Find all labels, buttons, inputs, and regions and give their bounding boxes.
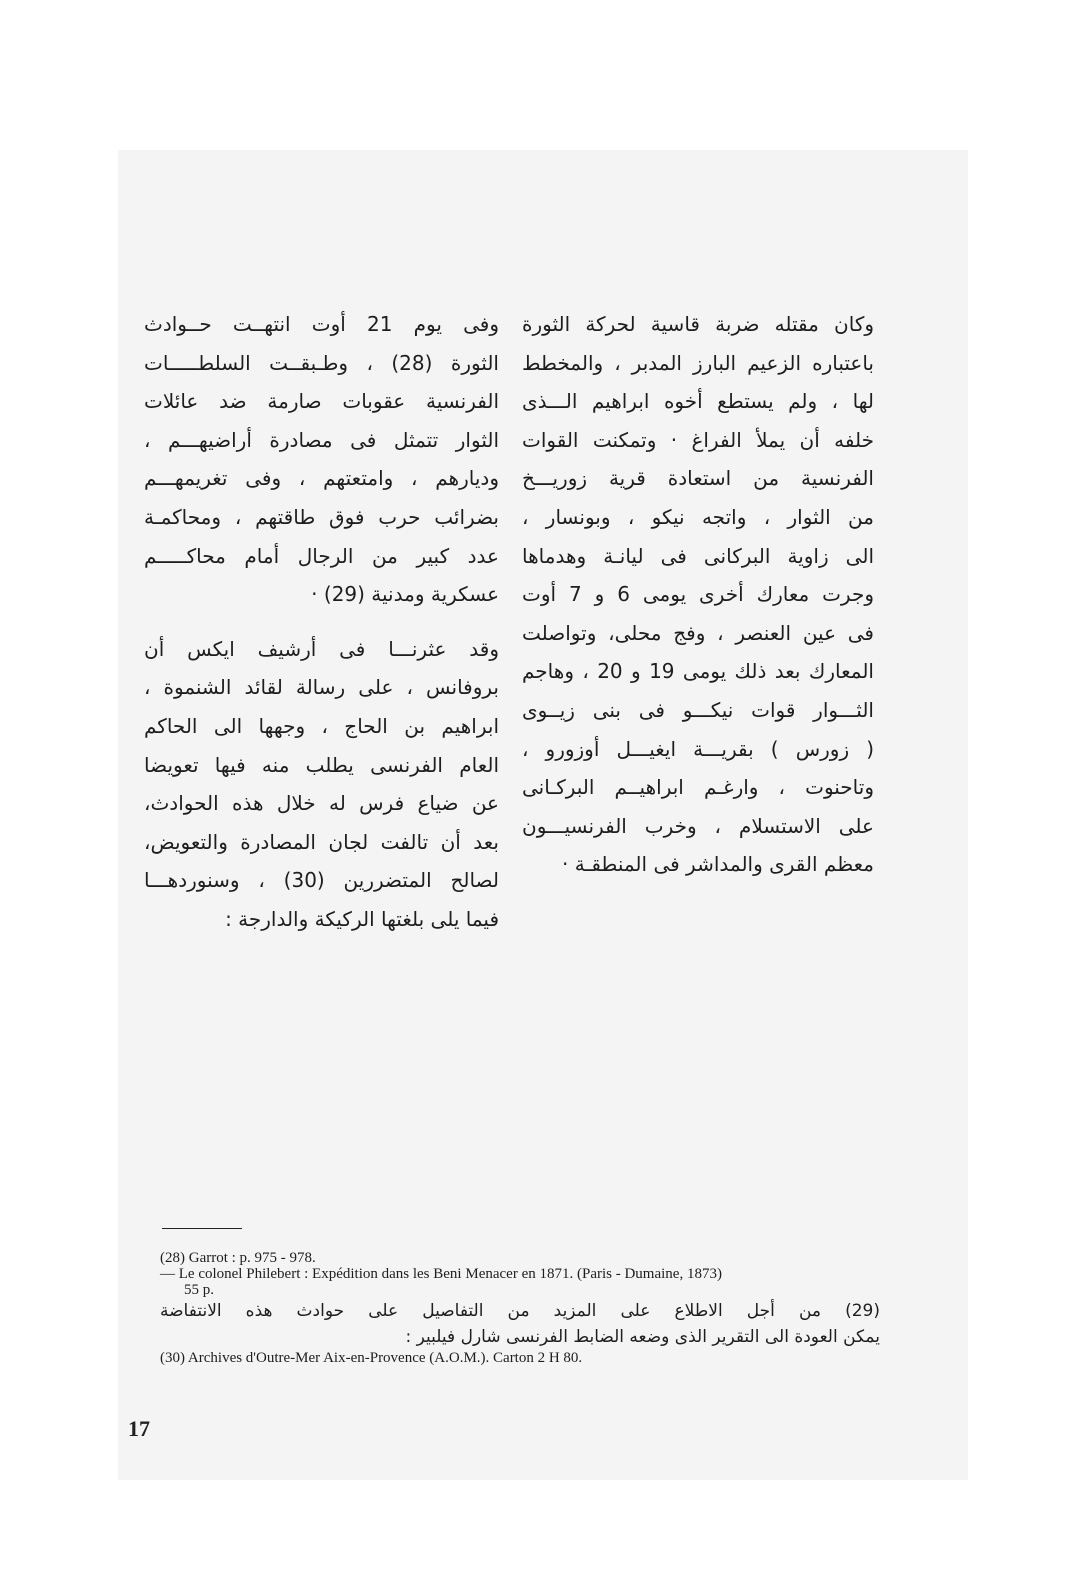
text-line: بعد أن تالفت لجان المصادرة والتعويض، <box>144 829 499 854</box>
text-line: فى عين العنصر ، وفج محلى، وتواصلت <box>522 620 874 645</box>
text-line: بروفانس ، على رسالة لقائد الشنموة ، <box>144 675 499 700</box>
text-line: وجرت معارك أخرى يومى 6 و 7 أوت <box>522 582 874 607</box>
text-line: خلفه أن يملأ الفراغ · وتمكنت القوات <box>522 427 874 452</box>
footnote-28-reference: — Le colonel Philebert : Expédition dans les Beni Menacer en 1871. (Paris - Dumaine, 1873) <box>160 1266 722 1282</box>
text-line: وتاحنوت ، وارغـم ابراهيــم البركـانى <box>522 775 874 800</box>
text-line: العام الفرنسى يطلب منه فيها تعويضا <box>144 752 499 777</box>
text-line: الثـــوار قوات نيكـــو فى بنى زيــوى <box>522 697 874 722</box>
page-number: 17 <box>128 1416 150 1441</box>
text-line: ( زورس ) بقريـــة ايغيـــل أوزورو ، <box>522 736 874 761</box>
text-line: فيما يلى بلغتها الركيكة والدارجة : <box>225 906 499 931</box>
footnote-28: (28) Garrot : p. 975 - 978. <box>160 1250 316 1266</box>
text-line: عسكرية ومدنية (29) · <box>311 582 499 607</box>
text-line: الثوار تتمثل فى مصادرة أراضيهـــم ، <box>144 427 499 452</box>
text-line: لها ، ولم يستطع أخوه ابراهيم الـــذى <box>522 389 874 414</box>
text-line: بضرائب حرب فوق طاقتهم ، ومحاكمـة <box>144 504 499 529</box>
text-line: معظم القرى والمداشر فى المنطقـة · <box>562 852 874 877</box>
text-line: المعارك بعد ذلك يومى 19 و 20 ، وهاجم <box>522 659 874 684</box>
text-line: الثورة (28) ، وطـبقــت السلطـــــات <box>144 350 499 375</box>
footnote-30: (30) Archives d'Outre-Mer Aix-en-Provence (A.O.M.). Carton 2 H 80. <box>160 1350 583 1366</box>
text-line: وفى يوم 21 أوت انتهــت حــوادث <box>144 312 499 336</box>
text-line: ابراهيم بن الحاج ، وجهها الى الحاكم <box>144 713 499 738</box>
footnotes <box>160 1250 880 1366</box>
text-line: وقد عثرنـــا فى أرشيف ايكس أن <box>144 636 499 661</box>
text-line: الفرنسية من استعادة قرية زوريـــخ <box>522 466 874 491</box>
text-line: وكان مقتله ضربة قاسية لحركة الثورة <box>522 312 874 336</box>
text-line: على الاستسلام ، وخرب الفرنسيـــون <box>522 813 874 838</box>
text-line: عن ضياع فرس له خلال هذه الحوادث، <box>144 791 499 816</box>
text-line: الى زاوية البركانى فى ليانـة وهدماها <box>522 543 874 568</box>
text-line: الفرنسية عقوبات صارمة ضد عائلات <box>144 389 499 414</box>
footnote-29-continued: يمكن العودة الى التقرير الذى وضعه الضابط الفرنسى شارل فيلبير : <box>405 1327 880 1347</box>
paragraph-gap <box>144 614 499 630</box>
text-line: لصالح المتضررين (30) ، وسنوردهـــا <box>144 868 499 893</box>
footnote-divider <box>162 1228 242 1229</box>
right-text-column <box>522 305 874 884</box>
left-text-column <box>144 305 499 939</box>
footnote-29: (29) من أجل الاطلاع على المزيد من التفاصيل على حوادث هذه الانتفاضة <box>160 1301 880 1321</box>
text-line: وديارهم ، وامتعتهم ، وفى تغريمهـــم <box>144 466 499 491</box>
text-line: من الثوار ، واتجه نيكو ، وبونسار ، <box>522 504 874 529</box>
text-line: باعتباره الزعيم البارز المدبر ، والمخطط <box>522 350 874 375</box>
text-line: عدد كبير من الرجال أمام محاكـــــم <box>144 543 499 568</box>
footnote-28-pages: 55 p. <box>184 1282 214 1298</box>
